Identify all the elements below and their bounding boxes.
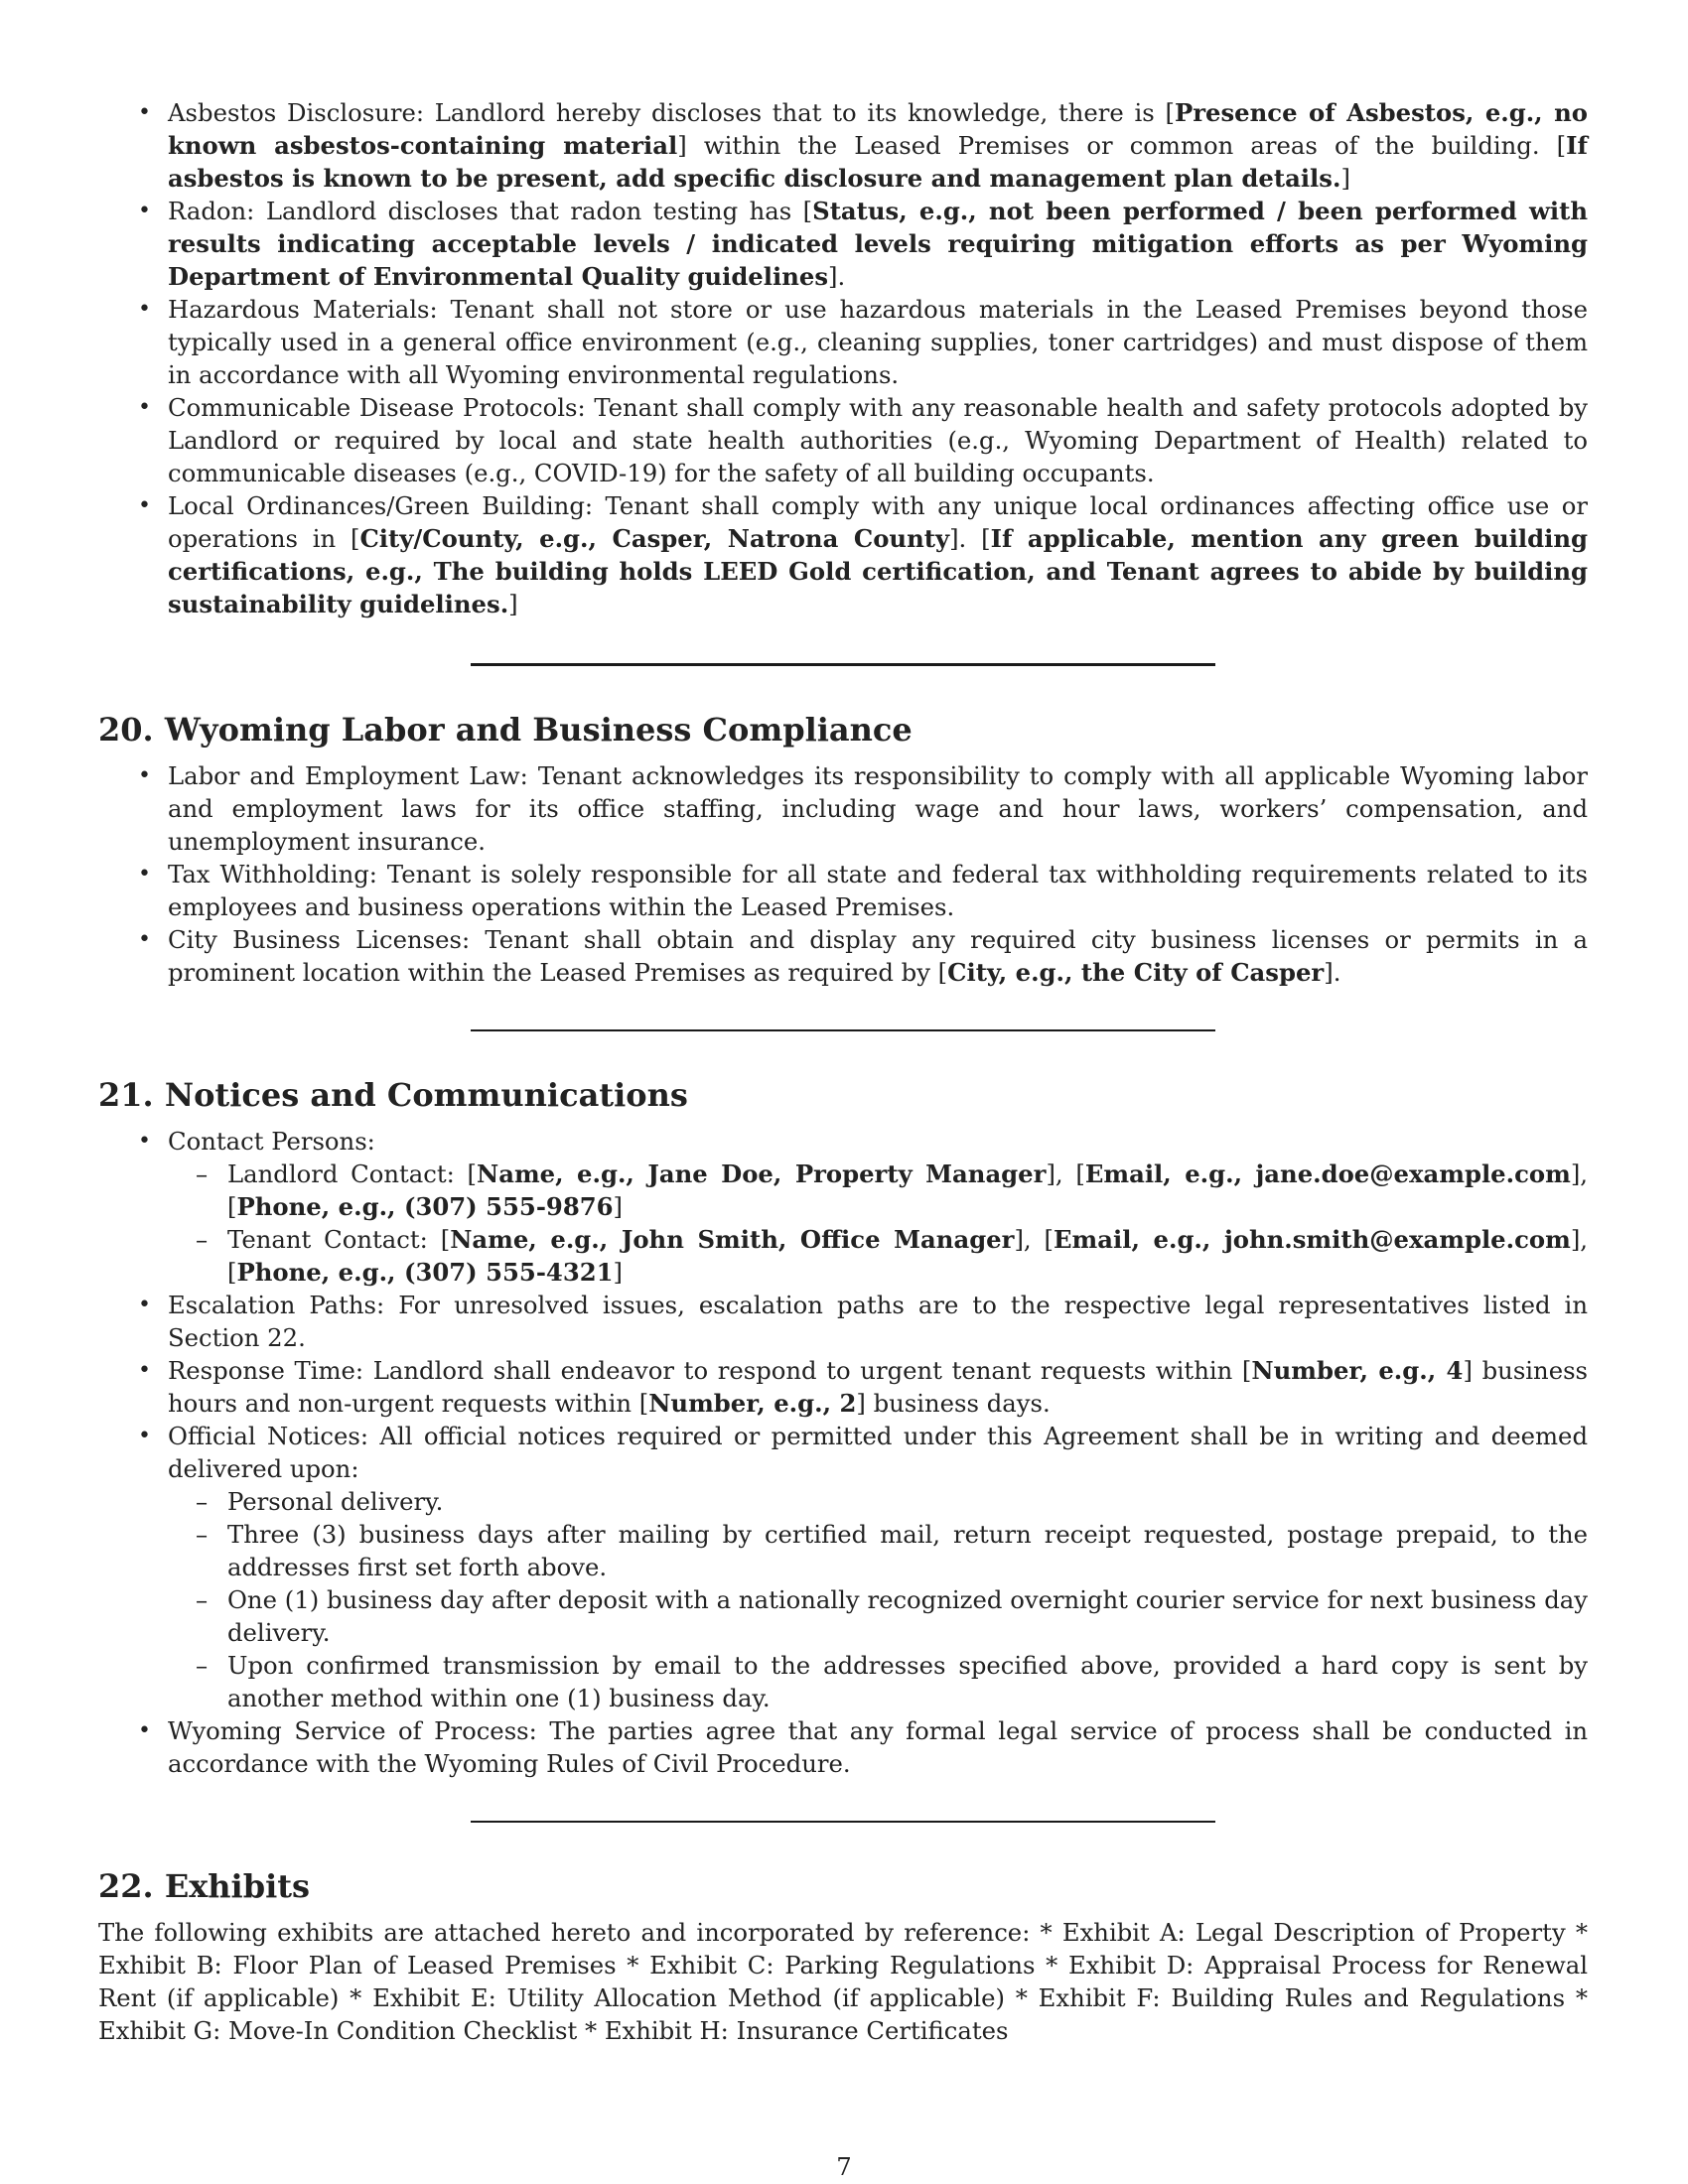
sublist-item-landlord-contact: [168, 1158, 1588, 1223]
item-text: [: [427, 1225, 451, 1254]
placeholder-bold: Status, e.g., not been performed / been performed with results indicating acceptable levels / indicated levels requiring mitigation efforts as per Wyoming Department of Environmental Quality guidelines: [168, 197, 1588, 291]
item-lead: Asbestos Disclosure:: [168, 98, 425, 127]
item-lead: Landlord Contact:: [227, 1160, 455, 1188]
list-item-escalation: [98, 1289, 1588, 1354]
item-text: Landlord hereby discloses that to its knowledge, there is [: [424, 98, 1175, 127]
item-lead: Local Ordinances/Green Building:: [168, 491, 594, 520]
contact-sublist: [168, 1158, 1588, 1289]
list-item-labor-law: [98, 759, 1588, 858]
item-lead: Hazardous Materials:: [168, 295, 438, 324]
notices-list: [98, 1125, 1588, 1780]
item-text: Tenant acknowledges its responsibility to comply with all applicable Wyoming labor and employment laws for its office staffing, including wage and hour laws, workers’ compensation, and unemployment insurance.: [168, 761, 1588, 856]
item-lead: Official Notices:: [168, 1422, 369, 1450]
placeholder-bold: Number, e.g., 4: [1251, 1356, 1464, 1385]
list-item-business-licenses: [98, 923, 1588, 989]
item-text: [: [454, 1160, 478, 1188]
sublist-item-delivery: – Upon confirmed transmission by email to the addresses specified above, provided a hard copy is sent by another method within one (1) business day.: [168, 1649, 1588, 1714]
item-text: Landlord discloses that radon testing has [: [254, 197, 813, 225]
item-text: ], [: [227, 1225, 1589, 1287]
item-lead: City Business Licenses:: [168, 925, 471, 954]
placeholder-bold: Phone, e.g., (307) 555-9876: [236, 1192, 614, 1221]
item-lead: Escalation Paths:: [168, 1291, 385, 1319]
item-text: ]. [: [949, 524, 991, 553]
list-item-official-notices: [98, 1420, 1588, 1714]
delivery-methods-sublist: [168, 1485, 1588, 1714]
section-heading-20: 20. Wyoming Labor and Business Compliance: [98, 711, 913, 749]
sublist-item-delivery: – Three (3) business days after mailing by certified mail, return receipt requested, postage prepaid, to the addresses first set forth above.: [168, 1518, 1588, 1583]
item-text: ] business hours and non-urgent requests within [: [168, 1356, 1589, 1418]
item-text: ]: [613, 1192, 624, 1221]
list-item-asbestos: [98, 96, 1588, 195]
sublist-item-delivery: – One (1) business day after deposit with a nationally recognized overnight courier service for next business day delivery.: [168, 1583, 1588, 1649]
item-lead: Labor and Employment Law:: [168, 761, 528, 790]
item-text: Tenant shall obtain and display any required city business licenses or permits in a prominent location within the Leased Premises as required by [: [168, 925, 1588, 987]
list-item-service-of-process: [98, 1714, 1588, 1780]
environmental-list: [98, 96, 1588, 620]
placeholder-bold: Name, e.g., Jane Doe, Property Manager: [477, 1160, 1047, 1188]
list-item-contact-persons: [98, 1125, 1588, 1289]
item-text: ]: [508, 590, 518, 618]
item-text: ], [: [227, 1160, 1589, 1221]
placeholder-bold: Phone, e.g., (307) 555-4321: [236, 1258, 614, 1287]
item-text: ]: [613, 1258, 624, 1287]
list-item-tax-withholding: [98, 858, 1588, 923]
list-item-communicable: [98, 391, 1588, 489]
placeholder-bold: Name, e.g., John Smith, Office Manager: [450, 1225, 1015, 1254]
item-text: ].: [828, 262, 846, 291]
document-page: [98, 96, 1588, 2047]
item-lead: Tax Withholding:: [168, 860, 377, 888]
item-text: ], [: [1014, 1225, 1055, 1254]
placeholder-bold: If applicable, mention any green building certifications, e.g., The building holds LEED Gold certification, and Tenant agrees to abide by building sustainability guidelines.: [168, 524, 1588, 618]
item-text: ] business days.: [856, 1389, 1051, 1418]
page-number: 7: [836, 2152, 852, 2181]
item-lead: Contact Persons:: [168, 1127, 375, 1156]
item-lead: Communicable Disease Protocols:: [168, 393, 586, 422]
item-text: Tenant shall comply with any unique local ordinances affecting office use or operations in [: [168, 491, 1588, 553]
labor-compliance-list: [98, 759, 1588, 989]
list-item-local-ordinances: [98, 489, 1588, 620]
item-text: All official notices required or permitted under this Agreement shall be in writing and deemed delivered upon:: [168, 1422, 1588, 1483]
item-text: ]: [1340, 164, 1350, 193]
item-text: Landlord shall endeavor to respond to urgent tenant requests within [: [363, 1356, 1252, 1385]
placeholder-bold: Presence of Asbestos, e.g., no known asbestos-containing material: [168, 98, 1588, 160]
exhibits-paragraph: The following exhibits are attached hereto and incorporated by reference: * Exhibit A: Legal Description of Property * Exhibit B: Floor Plan of Leased Premises * Exhibit C: Parking Regulations * Exhibit D: Appraisal Process for Renewal Rent (if applicable) * Exhibit E: Utility Allocation Method (if applicable) * Exhibit F: Building Rules and Regulations * Exhibit G: Move-In Condition Checklist * Exhibit H: Insurance Certificates: [98, 1918, 1588, 2045]
item-text: Tenant is solely responsible for all state and federal tax withholding requirements related to its employees and business operations within the Leased Premises.: [168, 860, 1588, 921]
item-text: ], [: [1046, 1160, 1085, 1188]
item-lead: Response Time:: [168, 1356, 364, 1385]
placeholder-bold: Email, e.g., john.smith@example.com: [1054, 1225, 1571, 1254]
placeholder-bold: City/County, e.g., Casper, Natrona County: [359, 524, 950, 553]
item-lead: Tenant Contact:: [227, 1225, 428, 1254]
item-text: Tenant shall comply with any reasonable health and safety protocols adopted by Landlord or required by local and state health authorities (e.g., Wyoming Department of Health) related to communicable diseases (e.g., COVID-19) for the safety of all building occupants.: [168, 393, 1589, 487]
item-text: ].: [1324, 958, 1341, 987]
item-lead: Wyoming Service of Process:: [168, 1716, 537, 1745]
item-text: For unresolved issues, escalation paths are to the respective legal representatives listed in Section 22.: [168, 1291, 1588, 1352]
section-heading-22: 22. Exhibits: [98, 1867, 311, 1905]
list-item-hazardous: [98, 293, 1588, 391]
list-item-radon: [98, 195, 1588, 293]
list-item-response-time: [98, 1354, 1588, 1420]
sublist-item-delivery: – Personal delivery.: [168, 1485, 1588, 1518]
item-lead: Radon:: [168, 197, 255, 225]
placeholder-bold: City, e.g., the City of Casper: [947, 958, 1325, 987]
placeholder-bold: Email, e.g., jane.doe@example.com: [1084, 1160, 1571, 1188]
section-heading-21: 21. Notices and Communications: [98, 1076, 688, 1114]
item-text: ] within the Leased Premises or common areas of the building. [: [677, 131, 1567, 160]
item-text: The parties agree that any formal legal service of process shall be conducted in accordance with the Wyoming Rules of Civil Procedure.: [168, 1716, 1588, 1778]
sublist-item-tenant-contact: [168, 1223, 1588, 1289]
item-text: Tenant shall not store or use hazardous materials in the Leased Premises beyond those typically used in a general office environment (e.g., cleaning supplies, toner cartridges) and must dispose of them in accordance with all Wyoming environmental regulations.: [168, 295, 1588, 389]
placeholder-bold: Number, e.g., 2: [648, 1389, 857, 1418]
placeholder-bold: If asbestos is known to be present, add specific disclosure and management plan details.: [168, 131, 1588, 193]
